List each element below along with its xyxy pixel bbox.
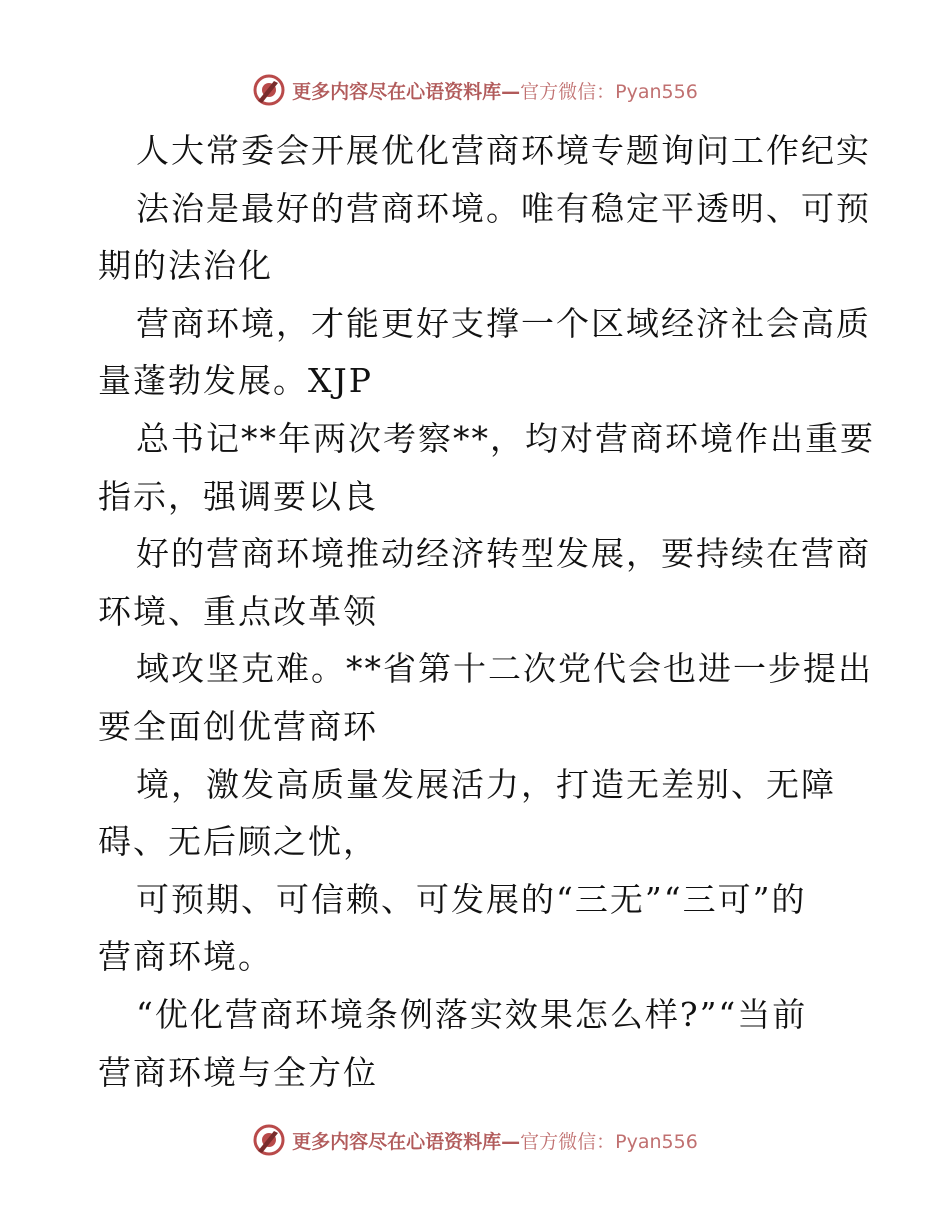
paragraph-line: 境，激发高质量发展活力，打造无差别、无障 [136,764,836,804]
header-banner-main: 更多内容尽在心语资料库— [292,80,521,103]
paragraph-line: 域攻坚克难。**省第十二次党代会也进一步提出 [136,649,873,689]
header-banner [0,70,950,110]
footer-banner-text [292,1127,698,1154]
paragraph-line: 营商环境，才能更好支撑一个区域经济社会高质 [136,303,871,343]
paragraph-line: 好的营商环境推动经济转型发展，要持续在营商 [136,534,871,574]
paragraph-line: 可预期、可信赖、可发展的“三无”“三可”的 [136,879,807,919]
pen-logo-icon [252,1123,286,1157]
paragraph-line: 碍、无后顾之忧， [98,822,378,862]
header-banner-wechat: 官方微信：Pyan556 [520,80,698,103]
paragraph-line: 营商环境。 [98,937,273,977]
paragraph-line: 法治是最好的营商环境。唯有稳定平透明、可预 [136,188,871,228]
paragraph-line: 营商环境与全方位 [98,1052,378,1092]
header-banner-text [292,77,698,104]
paragraph-line: 量蓬勃发展。XJP [98,361,373,401]
pen-logo-icon [252,73,286,107]
document-title: 人大常委会开展优化营商环境专题询问工作纪实 [136,131,871,170]
paragraph-line: 环境、重点改革领 [98,591,378,631]
footer-banner [0,1120,950,1160]
footer-banner-main: 更多内容尽在心语资料库— [292,1130,521,1153]
paragraph-line: 总书记**年两次考察**，均对营商环境作出重要 [136,418,875,458]
paragraph-line: 指示，强调要以良 [98,476,378,516]
document-body [98,122,875,1101]
paragraph-line: 要全面创优营商环 [98,706,378,746]
paragraph-line: 期的法治化 [98,246,273,286]
footer-banner-wechat: 官方微信：Pyan556 [520,1130,698,1153]
paragraph-line: “优化营商环境条例落实效果怎么样?”“当前 [136,994,808,1034]
